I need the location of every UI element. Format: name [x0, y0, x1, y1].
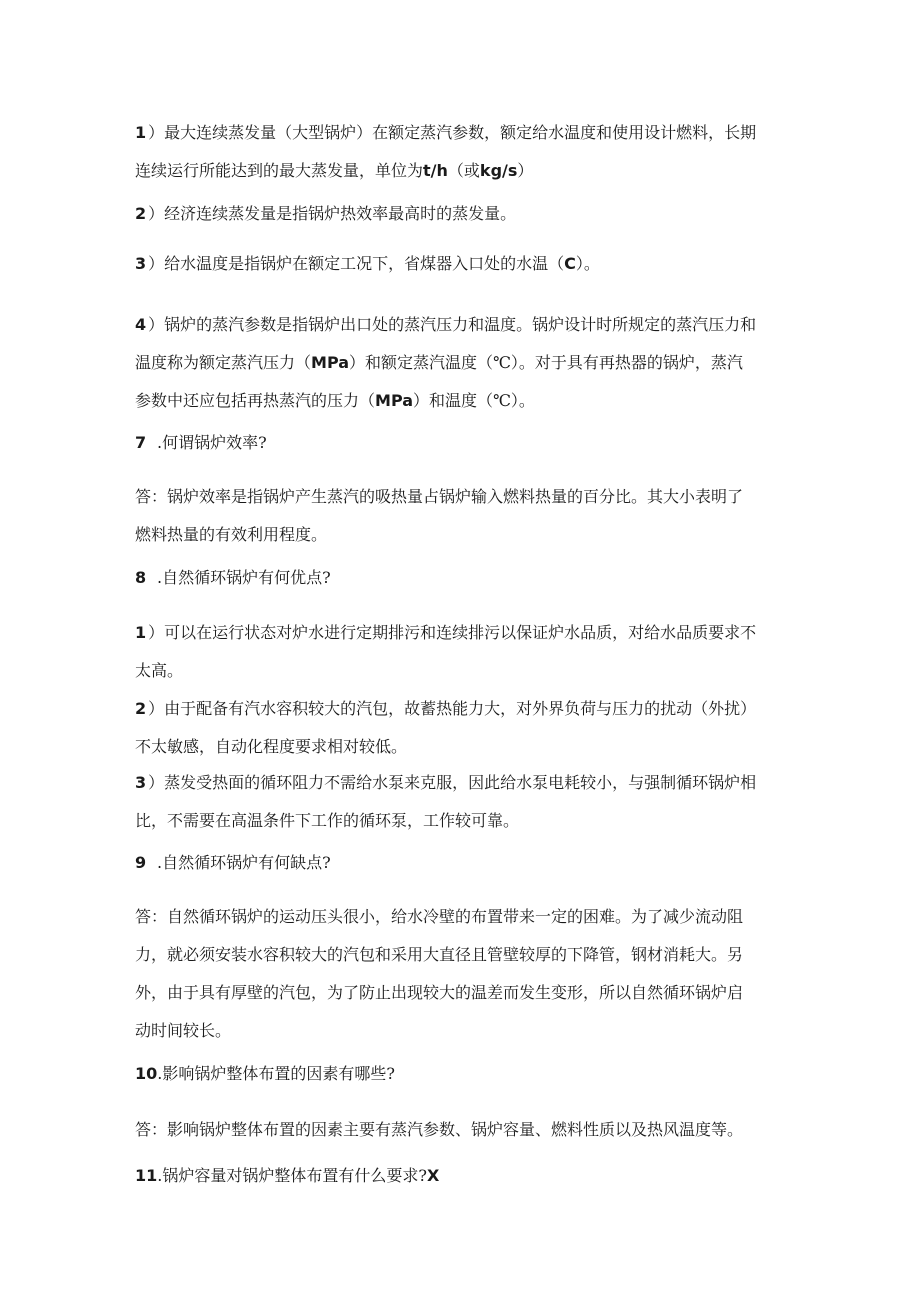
text-span: （或	[447, 161, 480, 180]
question-9	[135, 844, 795, 882]
text-line: 答：锅炉效率是指锅炉产生蒸汽的吸热量占锅炉输入燃料热量的百分比。其大小表明了	[135, 487, 744, 506]
question-number: 10	[135, 1064, 158, 1083]
paragraph-steam-parameters	[135, 306, 795, 420]
unit-label: kg/s	[479, 161, 518, 180]
text-span: ）可以在运行状态对炉水进行定期排污和连续排污以保证炉水品质，对给水品质要求不	[148, 623, 757, 642]
text-line: 动时间较长。	[135, 1021, 232, 1040]
answer-10	[135, 1111, 795, 1149]
text-span: ）经济连续蒸发量是指锅炉热效率最高时的蒸发量。	[148, 204, 517, 223]
question-text: .自然循环锅炉有何优点?	[157, 568, 331, 587]
text-span: 温度称为额定蒸汽压力（	[135, 353, 312, 372]
text-line	[135, 614, 795, 652]
list-number: 1	[135, 123, 147, 142]
text-span: ）最大连续蒸发量（大型锅炉）在额定蒸汽参数，额定给水温度和使用设计燃料，长期	[148, 123, 757, 142]
list-number: 2	[135, 204, 147, 223]
text-line	[135, 690, 795, 728]
text-line	[135, 424, 795, 462]
text-line	[135, 306, 795, 344]
text-span: 连续运行所能达到的最大蒸发量，单位为	[135, 161, 424, 180]
question-11	[135, 1157, 795, 1195]
text-line: 燃料热量的有效利用程度。	[135, 525, 328, 544]
text-line	[135, 344, 795, 382]
text-line: 比，不需要在高温条件下工作的循环泵，工作较可靠。	[135, 811, 520, 830]
question-number: 11	[135, 1166, 158, 1185]
answer-9	[135, 898, 795, 1050]
text-span: ）。	[575, 254, 600, 273]
text-line: 太高。	[135, 661, 184, 680]
text-line	[135, 114, 795, 152]
text-line	[135, 844, 795, 882]
paragraph-economic-evaporation	[135, 195, 795, 233]
text-span: ）	[517, 161, 534, 180]
text-span: ）锅炉的蒸汽参数是指锅炉出口处的蒸汽压力和温度。锅炉设计时所规定的蒸汽压力和	[148, 315, 757, 334]
text-line: 力，就必须安装水容积较大的汽包和采用大直径且管壁较厚的下降管，钢材消耗大。另	[135, 945, 744, 964]
question-number: 7	[135, 433, 147, 452]
text-span: ）和温度（℃）。	[413, 391, 535, 410]
list-number: 2	[135, 699, 147, 718]
text-line: 不太敏感，自动化程度要求相对较低。	[135, 737, 408, 756]
text-line	[135, 152, 795, 190]
text-line: 答：自然循环锅炉的运动压头很小，给水冷壁的布置带来一定的困难。为了减少流动阻	[135, 907, 744, 926]
text-span: 参数中还应包括再热蒸汽的压力（	[135, 391, 376, 410]
question-number: 8	[135, 568, 147, 587]
list-number: 3	[135, 773, 147, 792]
text-line	[135, 764, 795, 802]
text-span: ）和额定蒸汽温度（℃）。对于具有再热器的锅炉，蒸汽	[349, 353, 743, 372]
answer-8-point-2	[135, 690, 795, 766]
question-number: 9	[135, 853, 147, 872]
text-line	[135, 1157, 795, 1195]
mark-x: X	[426, 1166, 440, 1185]
text-line	[135, 195, 795, 233]
unit-label: MPa	[375, 391, 414, 410]
text-line: 外，由于具有厚壁的汽包，为了防止出现较大的温差而发生变形，所以自然循环锅炉启	[135, 983, 744, 1002]
question-10	[135, 1055, 795, 1093]
question-text: .何谓锅炉效率?	[157, 433, 267, 452]
question-8	[135, 559, 795, 597]
text-span: ）蒸发受热面的循环阻力不需给水泵来克服，因此给水泵电耗较小，与强制循环锅炉相	[148, 773, 757, 792]
text-line	[135, 1055, 795, 1093]
text-line	[135, 382, 795, 420]
unit-label: t/h	[423, 161, 448, 180]
answer-8-point-1	[135, 614, 795, 690]
answer-7	[135, 478, 795, 554]
text-line: 答：影响锅炉整体布置的因素主要有蒸汽参数、锅炉容量、燃料性质以及热风温度等。	[135, 1120, 744, 1139]
question-7	[135, 424, 795, 462]
paragraph-feedwater-temperature	[135, 245, 795, 283]
question-text: .锅炉容量对锅炉整体布置有什么要求?	[157, 1166, 427, 1185]
answer-8-point-3	[135, 764, 795, 840]
list-number: 4	[135, 315, 147, 334]
question-text: .自然循环锅炉有何缺点?	[157, 853, 331, 872]
unit-label: MPa	[311, 353, 350, 372]
paragraph-max-continuous-evaporation	[135, 114, 795, 190]
text-line	[135, 245, 795, 283]
unit-label: C	[564, 254, 576, 273]
text-span: ）给水温度是指锅炉在额定工况下，省煤器入口处的水温（	[148, 254, 565, 273]
text-line	[135, 559, 795, 597]
question-text: .影响锅炉整体布置的因素有哪些?	[157, 1064, 395, 1083]
list-number: 1	[135, 623, 147, 642]
text-span: ）由于配备有汽水容积较大的汽包，故蓄热能力大，对外界负荷与压力的扰动（外扰）	[148, 699, 757, 718]
list-number: 3	[135, 254, 147, 273]
